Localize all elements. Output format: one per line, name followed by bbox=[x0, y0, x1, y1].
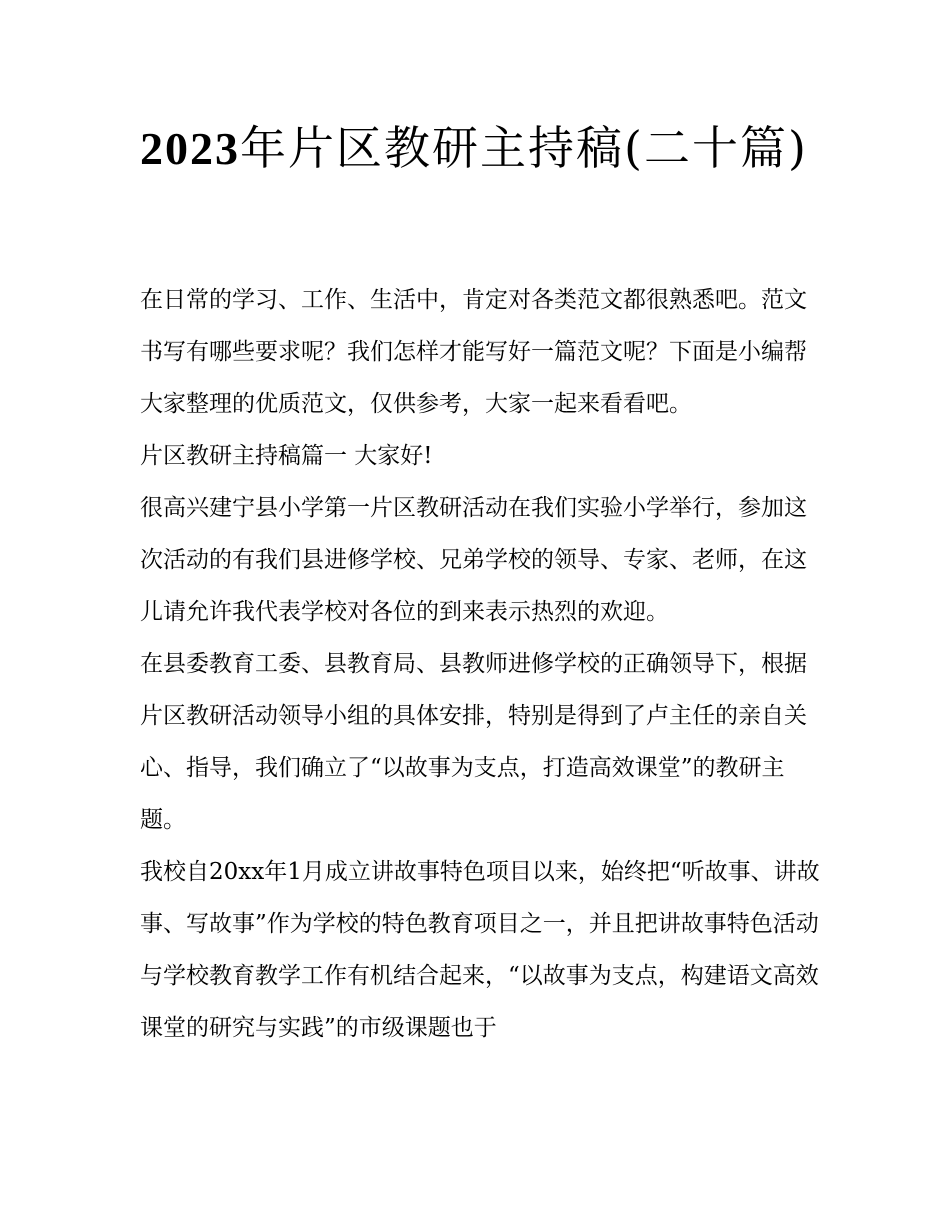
document-title bbox=[140, 108, 820, 189]
document-body bbox=[140, 274, 820, 1054]
title-text: 年片区教研主持稿(二十篇) bbox=[240, 121, 808, 175]
paragraph-intro: 在日常的学习、工作、生活中，肯定对各类范文都很熟悉吧。范文书写有哪些要求呢？我们怎样才能写好一篇范文呢？下面是小编帮大家整理的优质范文，仅供参考，大家一起来看看吧。 bbox=[140, 287, 807, 417]
paragraph-section-heading: 片区教研主持稿篇一 大家好! bbox=[140, 443, 433, 469]
title-year: 2023 bbox=[140, 123, 240, 174]
paragraph-project: 我校自20xx年1月成立讲故事特色项目以来，始终把“听故事、讲故事、写故事”作为学校的特色教育项目之一，并且把讲故事特色活动与学校教育教学工作有机结合起来，“以故事为支点，构建语文高效课堂的研究与实践”的市级课题也于 bbox=[140, 859, 820, 1041]
paragraph-welcome: 很高兴建宁县小学第一片区教研活动在我们实验小学举行，参加这次活动的有我们县进修学校、兄弟学校的领导、专家、老师，在这儿请允许我代表学校对各位的到来表示热烈的欢迎。 bbox=[140, 495, 807, 625]
paragraph-theme: 在县委教育工委、县教育局、县教师进修学校的正确领导下，根据片区教研活动领导小组的具体安排，特别是得到了卢主任的亲自关心、指导，我们确立了“以故事为支点，打造高效课堂”的教研主题。 bbox=[140, 651, 807, 833]
